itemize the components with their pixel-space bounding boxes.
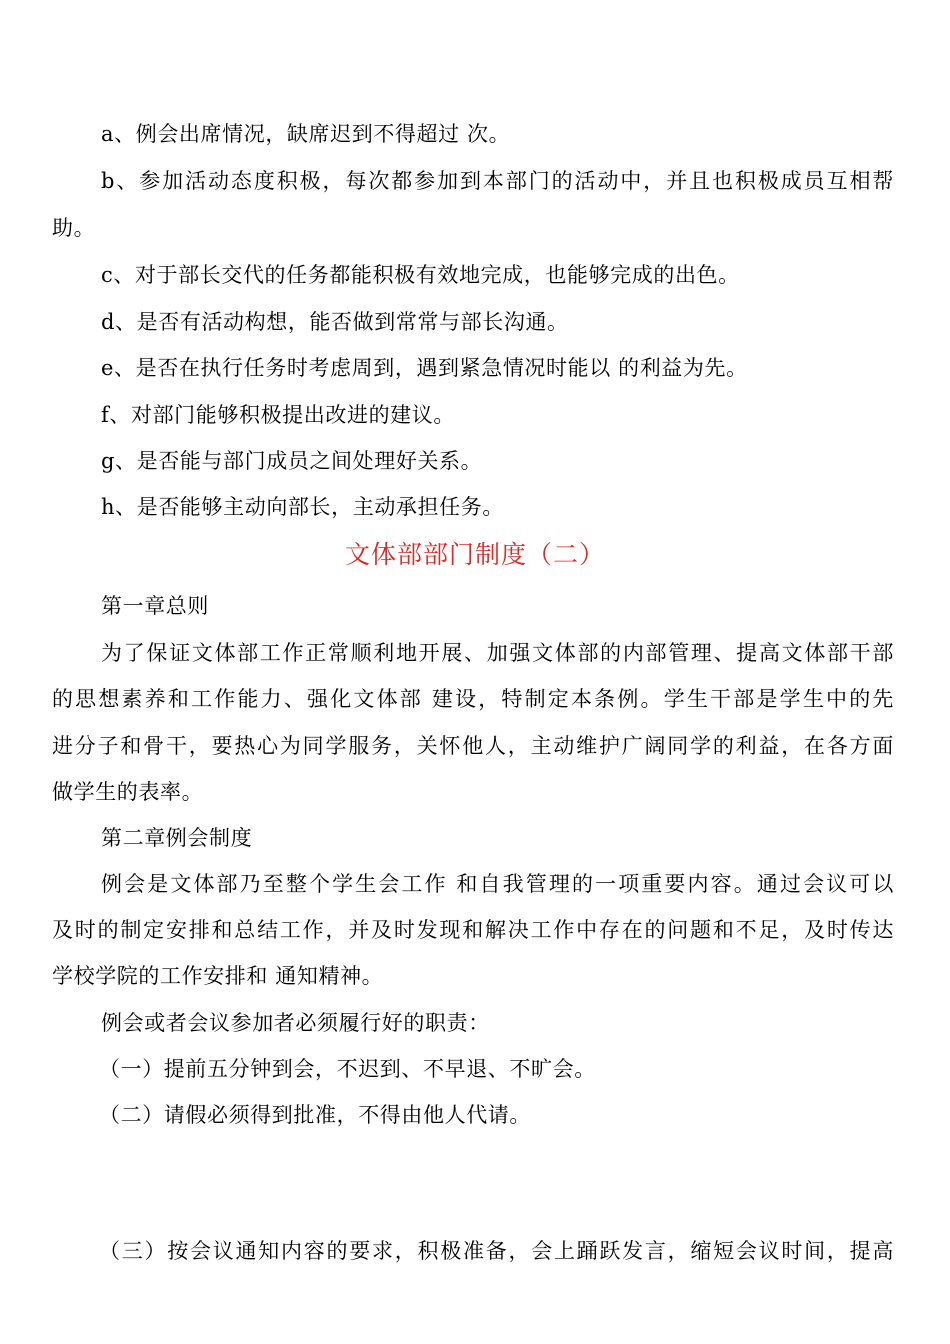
duty-item-1: （一）提前五分钟到会，不迟到、不早退、不旷会。 bbox=[99, 1057, 596, 1081]
chapter2-paragraph-line: 学校学院的工作安排和 通知精神。 bbox=[52, 964, 384, 988]
criteria-item-a: a、例会出席情况，缺席迟到不得超过 次。 bbox=[101, 122, 511, 146]
chapter1-paragraph-line: 的思想素养和工作能力、强化文体部 建设，特制定本条例。学生干部是学生中的先 bbox=[52, 687, 894, 711]
chapter2-paragraph-line: 及时的制定安排和总结工作，并及时发现和解决工作中存在的问题和不足，及时传达 bbox=[52, 918, 894, 942]
duty-item-3: （三）按会议通知内容的要求，积极准备，会上踊跃发言，缩短会议时间，提高 bbox=[99, 1239, 894, 1263]
criteria-item-d: d、是否有活动构想，能否做到常常与部长沟通。 bbox=[101, 310, 569, 334]
criteria-item-b-continued: 助。 bbox=[52, 216, 96, 240]
criteria-item-c: c、对于部长交代的任务都能积极有效地完成，也能够完成的出色。 bbox=[101, 263, 740, 287]
criteria-item-e: e、是否在执行任务时考虑周到，遇到紧急情况时能以 的利益为先。 bbox=[101, 356, 748, 380]
chapter1-paragraph-line: 进分子和骨干，要热心为同学服务，关怀他人，主动维护广阔同学的利益，在各方面 bbox=[52, 734, 894, 758]
criteria-item-b: b、参加活动态度积极，每次都参加到本部门的活动中，并且也积极成员互相帮 bbox=[101, 169, 894, 193]
chapter2-heading: 第二章例会制度 bbox=[101, 826, 253, 850]
criteria-item-f: f、对部门能够积极提出改进的建议。 bbox=[101, 403, 455, 427]
criteria-item-h: h、是否能够主动向部长，主动承担任务。 bbox=[101, 495, 504, 519]
chapter1-paragraph-line: 做学生的表率。 bbox=[52, 780, 204, 804]
chapter1-paragraph-line: 为了保证文体部工作正常顺利地开展、加强文体部的内部管理、提高文体部干部 bbox=[101, 641, 894, 665]
duty-item-2: （二）请假必须得到批准，不得由他人代请。 bbox=[99, 1103, 531, 1127]
duties-intro: 例会或者会议参加者必须履行好的职责： bbox=[101, 1011, 490, 1035]
chapter2-paragraph-line: 例会是文体部乃至整个学生会工作 和自我管理的一项重要内容。通过会议可以 bbox=[101, 872, 894, 896]
chapter1-heading: 第一章总则 bbox=[101, 594, 209, 618]
criteria-item-g: g、是否能与部门成员之间处理好关系。 bbox=[101, 449, 483, 473]
section-title: 文体部部门制度（二） bbox=[344, 540, 605, 569]
